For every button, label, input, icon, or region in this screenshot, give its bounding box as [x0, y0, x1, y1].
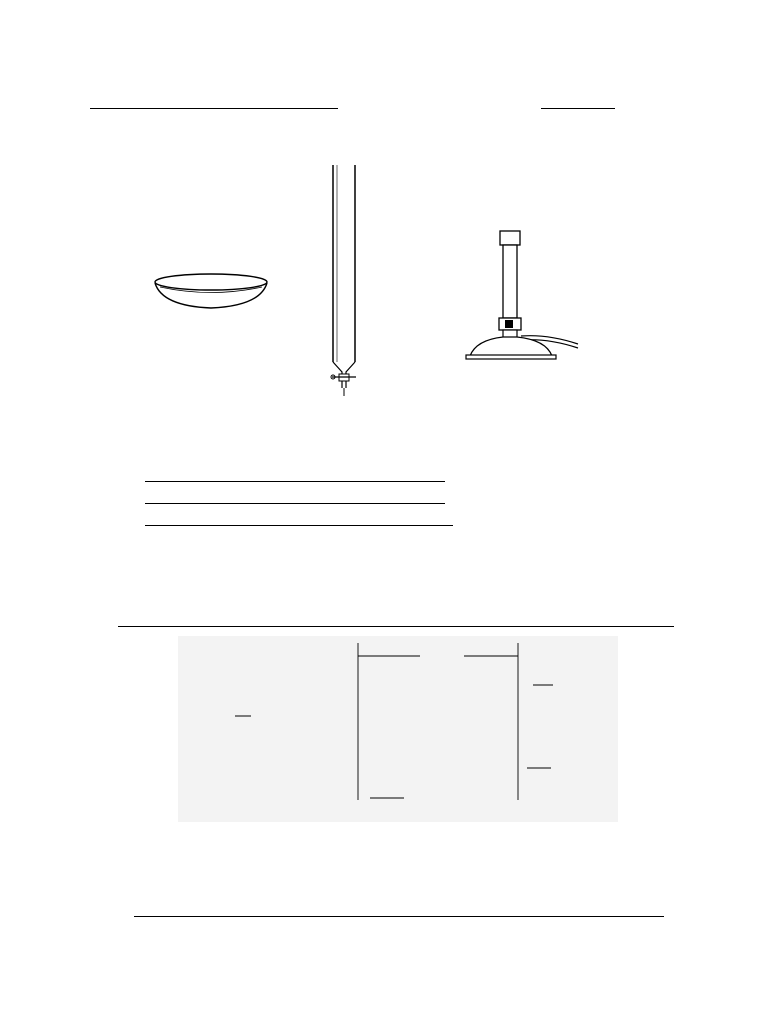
figure-background — [178, 636, 618, 822]
q2a-answer-line — [134, 916, 664, 917]
